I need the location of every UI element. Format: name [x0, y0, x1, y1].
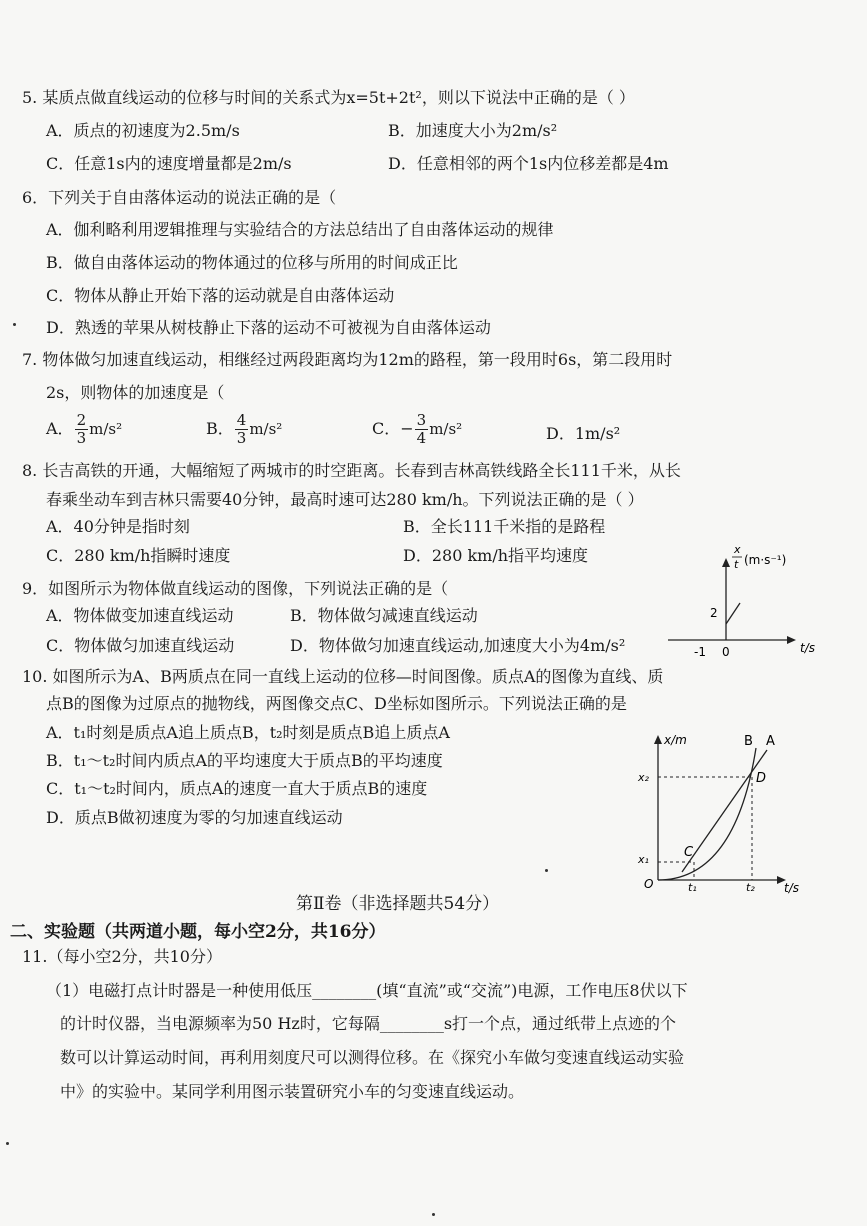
q7-option-a-fraction: [75, 412, 89, 447]
q9-stem: 9．如图所示为物体做直线运动的图像，下列说法正确的是（: [22, 579, 449, 598]
q10-label-b: B: [744, 734, 753, 749]
fraction-numerator: 4: [236, 411, 247, 429]
fraction-numerator: 2: [76, 411, 87, 429]
q7-option-a: [46, 412, 122, 447]
unit-text: m/s²: [89, 420, 123, 438]
q11-p1: （1）电磁打点计时器是一种使用低压________(填“直流”或“交流”)电源，工作电压8伏以下: [46, 981, 688, 1000]
q7-option-c-label: C．−: [372, 419, 414, 438]
q7-option-a-label: A．: [46, 419, 74, 438]
q7-option-d: D．1m/s²: [546, 424, 621, 443]
q5-option-b: B．加速度大小为2m/s²: [388, 121, 558, 140]
q10-option-a: A．t₁时刻是质点A追上质点B，t₂时刻是质点B追上质点A: [46, 723, 450, 742]
scan-speck: [545, 869, 548, 872]
q10-x2-label: x₂: [638, 771, 649, 784]
q10-x1-label: x₁: [638, 853, 649, 866]
q5-option-a: A．质点的初速度为2.5m/s: [46, 121, 240, 140]
q5-stem: 5. 某质点做直线运动的位移与时间的关系式为x=5t+2t²，则以下说法中正确的是（ ）: [22, 88, 635, 107]
q6-option-d: D．熟透的苹果从树枝静止下落的运动不可被视为自由落体运动: [46, 318, 491, 337]
q8-option-c: C．280 km/h指瞬时速度: [46, 546, 231, 565]
fraction-denominator: 4: [416, 429, 427, 447]
q6-option-b: B．做自由落体运动的物体通过的位移与所用的时间成正比: [46, 253, 458, 272]
q9-y-unit: (m·s⁻¹): [744, 553, 787, 567]
q10-option-d: D．质点B做初速度为零的匀加速直线运动: [46, 808, 343, 827]
q8-option-d: D．280 km/h指平均速度: [403, 546, 589, 565]
fraction-numerator: 3: [416, 411, 427, 429]
q6-stem: 6．下列关于自由落体运动的说法正确的是（: [22, 188, 337, 207]
q10-graph: [630, 730, 810, 895]
q10-line-a: [682, 750, 767, 872]
scan-speck: [432, 1213, 435, 1216]
part2-title: 第Ⅱ卷（非选择题共54分）: [296, 894, 500, 914]
q7-option-b-label: B．: [206, 419, 234, 438]
q9-option-d: D．物体做匀加速直线运动,加速度大小为4m/s²: [290, 636, 626, 655]
q10-x-label: t/s: [784, 881, 799, 895]
q6-option-c: C．物体从静止开始下落的运动就是自由落体运动: [46, 286, 395, 305]
q10-y-label: x/m: [664, 733, 687, 747]
q10-stem-line2: 点B的图像为过原点的抛物线，两图像交点C、D坐标如图所示。下列说法正确的是: [46, 694, 627, 713]
q10-option-b: B．t₁～t₂时间内质点A的平均速度大于质点B的平均速度: [46, 751, 443, 770]
q7-option-c: [372, 412, 462, 447]
q9-graph-line: [726, 603, 740, 624]
q9-y-arrow: [722, 558, 730, 567]
q10-stem-line1: 10. 如图所示为A、B两质点在同一直线上运动的位移—时间图像。质点A的图像为直线、质: [22, 667, 664, 686]
q8-stem-line1: 8. 长吉高铁的开通，大幅缩短了两城市的时空距离。长春到吉林高铁线路全长111千米，从长: [22, 461, 681, 480]
q8-stem-line2: 春乘坐动车到吉林只需要40分钟，最高时速可达280 km/h。下列说法正确的是（ ）: [46, 490, 644, 509]
q9-option-b: B．物体做匀减速直线运动: [290, 606, 478, 625]
q10-option-c: C．t₁～t₂时间内，质点A的速度一直大于质点B的速度: [46, 779, 428, 798]
q9-y-label-den: t: [734, 558, 739, 571]
q7-option-b: [206, 412, 282, 447]
q9-graph: [660, 540, 815, 660]
q10-point-c: C: [684, 845, 694, 860]
q6-option-a: A．伽利略利用逻辑推理与实验结合的方法总结出了自由落体运动的规律: [46, 220, 554, 239]
q10-t2-label: t₂: [746, 881, 755, 894]
q8-option-a: A．40分钟是指时刻: [46, 517, 190, 536]
q9-y-label-num: x: [734, 543, 741, 556]
scan-speck: [6, 1142, 9, 1145]
q9-x-label: t/s: [800, 641, 815, 655]
q9-option-c: C．物体做匀加速直线运动: [46, 636, 235, 655]
q10-t1-label: t₁: [688, 881, 697, 894]
q5-option-c: C．任意1s内的速度增量都是2m/s: [46, 154, 292, 173]
q8-option-b: B．全长111千米指的是路程: [403, 517, 606, 536]
unit-text: m/s²: [249, 420, 283, 438]
q11-p2: 的计时仪器，当电源频率为50 Hz时，它每隔________s打一个点，通过纸带上点迹的个: [60, 1014, 677, 1033]
fraction-denominator: 3: [236, 429, 247, 447]
q9-x-tick-0: 0: [722, 645, 730, 659]
q7-option-c-fraction: [415, 412, 429, 447]
q5-option-d: D．任意相邻的两个1s内位移差都是4m: [388, 154, 669, 173]
q11-head: 11.（每小空2分，共10分）: [22, 947, 222, 966]
section-experiment-heading: 二、实验题（共两道小题，每小空2分，共16分）: [10, 922, 386, 942]
q11-p4: 中》的实验中。某同学利用图示装置研究小车的匀变速直线运动。: [60, 1082, 525, 1101]
q10-y-arrow: [654, 735, 662, 744]
q11-p3: 数可以计算运动时间，再利用刻度尺可以测得位移。在《探究小车做匀变速直线运动实验: [60, 1048, 685, 1067]
q9-y-tick: 2: [710, 606, 718, 620]
q10-point-d: D: [756, 771, 767, 786]
q9-x-tick-neg1: -1: [694, 645, 706, 659]
q7-stem-line1: 7. 物体做匀加速直线运动，相继经过两段距离均为12m的路程，第一段用时6s，第二段用时: [22, 350, 673, 369]
q10-origin: O: [644, 877, 654, 891]
q9-x-arrow: [787, 636, 796, 644]
scan-speck: [13, 323, 16, 326]
unit-text: m/s²: [429, 420, 463, 438]
q9-option-a: A．物体做变加速直线运动: [46, 606, 234, 625]
q7-option-b-fraction: [235, 412, 249, 447]
q10-label-a: A: [766, 734, 775, 749]
q10-curve-b: [658, 748, 756, 880]
fraction-denominator: 3: [76, 429, 87, 447]
q7-stem-line2: 2s，则物体的加速度是（: [46, 383, 225, 402]
